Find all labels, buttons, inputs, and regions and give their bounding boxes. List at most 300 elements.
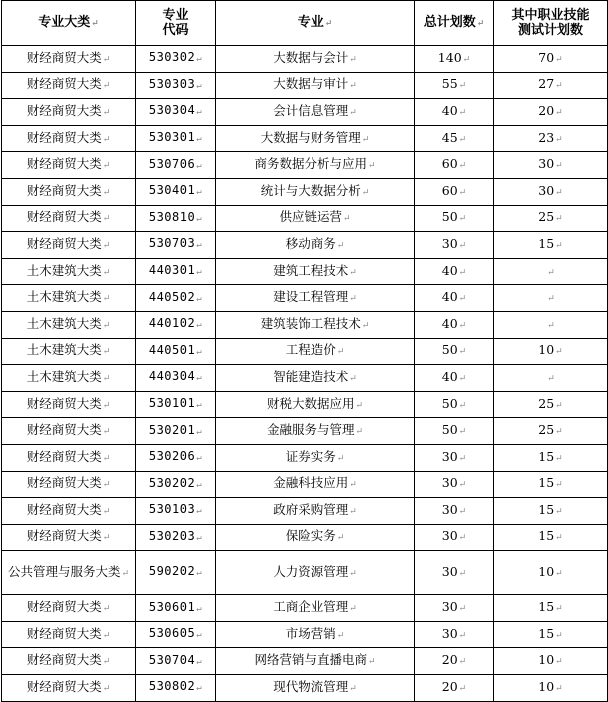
code-cell: [136, 99, 216, 126]
category-cell: [2, 99, 136, 126]
major-cell: [216, 524, 415, 551]
cell-text: 15: [538, 235, 555, 251]
skill-test-plan-cell: [494, 444, 608, 471]
paragraph-mark-icon: ↵: [196, 80, 203, 91]
cell-text: 统计与大数据分析: [260, 182, 361, 198]
cell-text: 土木建筑大类: [26, 315, 102, 331]
paragraph-mark-icon: ↵: [349, 683, 357, 694]
cell-text: 工商企业管理: [273, 599, 349, 615]
cell-text: 证券实务: [285, 448, 336, 464]
cell-text: 财经商贸大类: [26, 395, 102, 411]
cell-text: 商务数据分析与应用: [254, 156, 367, 172]
table-row: [2, 444, 608, 471]
cell-text: 440304: [148, 369, 196, 384]
cell-text: 公共管理与服务大类: [7, 563, 121, 579]
paragraph-mark-icon: ↵: [196, 426, 203, 437]
total-plan-cell: [415, 675, 494, 702]
paragraph-mark-icon: ↵: [102, 54, 111, 65]
paragraph-mark-icon: ↵: [555, 480, 563, 491]
cell-text: 30: [441, 599, 458, 615]
paragraph-mark-icon: ↵: [555, 657, 563, 668]
cell-text: 15: [538, 599, 555, 615]
code-cell: [136, 444, 216, 471]
code-cell: [136, 391, 216, 418]
total-plan-cell: [415, 285, 494, 312]
major-cell: [216, 595, 415, 622]
major-cell: [216, 338, 415, 365]
table-row: [2, 498, 608, 525]
header-total-plan: 总计划数↵: [415, 1, 494, 46]
paragraph-mark-icon: ↵: [102, 480, 111, 491]
paragraph-mark-icon: ↵: [361, 320, 370, 331]
paragraph-mark-icon: ↵: [349, 480, 357, 491]
header-code: 专业 代码: [136, 1, 216, 46]
table-row: [2, 99, 608, 126]
cell-text: 供应链运营: [279, 209, 342, 225]
cell-text: 财税大数据应用: [266, 395, 355, 411]
header-category: 专业大类↵: [2, 1, 136, 46]
cell-text: 30: [441, 563, 458, 579]
category-cell: [2, 311, 136, 338]
paragraph-mark-icon: ↵: [458, 630, 467, 641]
code-cell: [136, 152, 216, 179]
category-cell: [2, 391, 136, 418]
paragraph-mark-icon: ↵: [349, 506, 357, 517]
total-plan-cell: [415, 391, 494, 418]
skill-test-plan-cell: [494, 391, 608, 418]
major-cell: [216, 72, 415, 99]
paragraph-mark-icon: ↵: [102, 453, 111, 464]
cell-text: 25: [538, 422, 555, 438]
paragraph-mark-icon: ↵: [102, 400, 111, 411]
code-cell: [136, 178, 216, 205]
paragraph-mark-icon: ↵: [102, 373, 111, 384]
cell-text: 45: [441, 129, 458, 145]
major-cell: [216, 621, 415, 648]
paragraph-mark-icon: ↵: [196, 630, 203, 641]
table-row: [2, 648, 608, 675]
paragraph-mark-icon: ↵: [102, 683, 111, 694]
cell-text: 25: [538, 209, 555, 225]
paragraph-mark-icon: ↵: [196, 568, 203, 579]
category-cell: [2, 551, 136, 595]
skill-test-plan-cell: [494, 285, 608, 312]
paragraph-mark-icon: ↵: [196, 54, 203, 65]
cell-text: 50: [441, 209, 458, 225]
paragraph-mark-icon: ↵: [196, 134, 203, 145]
cell-text: 财经商贸大类: [26, 156, 102, 172]
paragraph-mark-icon: ↵: [361, 187, 370, 198]
paragraph-mark-icon: ↵: [196, 656, 203, 667]
category-cell: [2, 444, 136, 471]
paragraph-mark-icon: ↵: [196, 240, 203, 251]
category-cell: [2, 675, 136, 702]
cell-text: 15: [538, 625, 555, 641]
cell-text: 财经商贸大类: [26, 209, 102, 225]
code-cell: [136, 285, 216, 312]
cell-text: 保险实务: [285, 528, 336, 544]
cell-text: 530206: [148, 449, 196, 464]
category-cell: [2, 524, 136, 551]
cell-text: 财经商贸大类: [26, 76, 102, 92]
category-cell: [2, 471, 136, 498]
paragraph-mark-icon: ↵: [102, 107, 111, 118]
paragraph-mark-icon: ↵: [555, 214, 563, 225]
cell-text: 土木建筑大类: [26, 368, 102, 384]
paragraph-mark-icon: ↵: [355, 427, 364, 438]
cell-text: 10: [538, 652, 555, 668]
table-row: [2, 471, 608, 498]
paragraph-mark-icon: ↵: [555, 161, 563, 172]
cell-text: 530202: [148, 475, 196, 490]
paragraph-mark-icon: ↵: [555, 453, 563, 464]
category-cell: [2, 338, 136, 365]
skill-test-plan-cell: [494, 418, 608, 445]
paragraph-mark-icon: ↵: [555, 187, 563, 198]
paragraph-mark-icon: ↵: [458, 506, 467, 517]
cell-text: 40: [441, 368, 458, 384]
cell-text: 财经商贸大类: [26, 678, 102, 694]
paragraph-mark-icon: ↵: [102, 187, 111, 198]
code-cell: [136, 595, 216, 622]
total-plan-cell: [415, 418, 494, 445]
paragraph-mark-icon: ↵: [458, 267, 467, 278]
total-plan-cell: [415, 178, 494, 205]
paragraph-mark-icon: ↵: [555, 630, 563, 641]
total-plan-cell: [415, 205, 494, 232]
table-row: [2, 232, 608, 259]
category-cell: [2, 285, 136, 312]
code-cell: [136, 125, 216, 152]
code-cell: [136, 648, 216, 675]
major-cell: [216, 551, 415, 595]
table-row: [2, 258, 608, 285]
cell-text: 50: [441, 422, 458, 438]
cell-text: 财经商贸大类: [26, 625, 102, 641]
skill-test-plan-cell: [494, 72, 608, 99]
major-cell: [216, 311, 415, 338]
cell-text: 440301: [148, 263, 196, 278]
cell-text: 40: [441, 289, 458, 305]
paragraph-mark-icon: ↵: [555, 134, 563, 145]
paragraph-mark-icon: ↵: [196, 267, 203, 278]
cell-text: 大数据与审计: [273, 76, 349, 92]
skill-test-plan-cell: [494, 338, 608, 365]
paragraph-mark-icon: ↵: [547, 294, 555, 305]
cell-text: 55: [441, 76, 458, 92]
table-row: [2, 152, 608, 179]
cell-text: 土木建筑大类: [26, 342, 102, 358]
category-cell: [2, 178, 136, 205]
cell-text: 移动商务: [285, 235, 336, 251]
major-cell: [216, 444, 415, 471]
paragraph-mark-icon: ↵: [102, 604, 111, 615]
cell-text: 10: [538, 342, 555, 358]
paragraph-mark-icon: ↵: [458, 240, 467, 251]
cell-text: 20: [538, 102, 555, 118]
total-plan-cell: [415, 72, 494, 99]
cell-text: 会计信息管理: [273, 102, 349, 118]
paragraph-mark-icon: ↵: [102, 533, 111, 544]
paragraph-mark-icon: ↵: [458, 161, 467, 172]
cell-text: 建设工程管理: [273, 289, 349, 305]
cell-text: 15: [538, 475, 555, 491]
paragraph-mark-icon: ↵: [555, 400, 563, 411]
total-plan-cell: [415, 232, 494, 259]
code-cell: [136, 338, 216, 365]
cell-text: 15: [538, 448, 555, 464]
cell-text: 530802: [148, 679, 196, 694]
header-row: [2, 1, 608, 46]
paragraph-mark-icon: ↵: [102, 214, 111, 225]
paragraph-mark-icon: ↵: [458, 187, 467, 198]
cell-text: 财经商贸大类: [26, 475, 102, 491]
paragraph-mark-icon: ↵: [458, 294, 467, 305]
paragraph-mark-icon: ↵: [361, 134, 370, 145]
table-row: [2, 524, 608, 551]
total-plan-cell: [415, 595, 494, 622]
paragraph-mark-icon: ↵: [349, 81, 357, 92]
cell-text: 60: [441, 182, 458, 198]
cell-text: 金融科技应用: [273, 475, 349, 491]
cell-text: 27: [538, 76, 555, 92]
paragraph-mark-icon: ↵: [196, 293, 203, 304]
total-plan-cell: [415, 338, 494, 365]
category-cell: [2, 648, 136, 675]
cell-text: 50: [441, 342, 458, 358]
code-cell: [136, 311, 216, 338]
paragraph-mark-icon: ↵: [555, 240, 563, 251]
cell-text: 20: [441, 652, 458, 668]
paragraph-mark-icon: ↵: [196, 107, 203, 118]
skill-test-plan-cell: [494, 498, 608, 525]
paragraph-mark-icon: ↵: [336, 533, 345, 544]
header-skill-test-plan: 其中职业技能 测试计划数: [494, 1, 608, 46]
cell-text: 530605: [148, 626, 196, 641]
paragraph-mark-icon: ↵: [555, 107, 563, 118]
cell-text: 530703: [148, 236, 196, 251]
cell-text: 530704: [148, 652, 196, 667]
paragraph-mark-icon: ↵: [196, 400, 203, 411]
paragraph-mark-icon: ↵: [458, 373, 467, 384]
major-cell: [216, 152, 415, 179]
paragraph-mark-icon: ↵: [102, 267, 111, 278]
code-cell: [136, 471, 216, 498]
cell-text: 30: [441, 448, 458, 464]
paragraph-mark-icon: ↵: [458, 480, 467, 491]
paragraph-mark-icon: ↵: [196, 346, 203, 357]
paragraph-mark-icon: ↵: [555, 506, 563, 517]
cell-text: 530201: [148, 422, 196, 437]
skill-test-plan-cell: [494, 551, 608, 595]
category-cell: [2, 365, 136, 392]
paragraph-mark-icon: ↵: [102, 320, 111, 331]
code-cell: [136, 675, 216, 702]
cell-text: 智能建造技术: [273, 368, 349, 384]
major-cell: [216, 285, 415, 312]
paragraph-mark-icon: ↵: [367, 161, 376, 172]
cell-text: 财经商贸大类: [26, 528, 102, 544]
cell-text: 530101: [148, 396, 196, 411]
cell-text: 市场营销: [285, 625, 336, 641]
paragraph-mark-icon: ↵: [555, 81, 563, 92]
paragraph-mark-icon: ↵: [102, 630, 111, 641]
paragraph-mark-icon: ↵: [196, 373, 203, 384]
cell-text: 530304: [148, 103, 196, 118]
cell-text: 440502: [148, 289, 196, 304]
paragraph-mark-icon: ↵: [349, 568, 357, 579]
cell-text: 30: [441, 235, 458, 251]
paragraph-mark-icon: ↵: [196, 683, 203, 694]
cell-text: 建筑装饰工程技术: [260, 315, 361, 331]
table-row: [2, 72, 608, 99]
code-cell: [136, 46, 216, 73]
cell-text: 40: [441, 315, 458, 331]
paragraph-mark-icon: ↵: [555, 604, 563, 615]
table-row: [2, 621, 608, 648]
code-cell: [136, 524, 216, 551]
total-plan-cell: [415, 551, 494, 595]
paragraph-mark-icon: ↵: [102, 347, 111, 358]
table-row: [2, 285, 608, 312]
paragraph-mark-icon: ↵: [336, 347, 345, 358]
paragraph-mark-icon: ↵: [367, 657, 376, 668]
skill-test-plan-cell: [494, 675, 608, 702]
major-cell: [216, 205, 415, 232]
code-cell: [136, 205, 216, 232]
paragraph-mark-icon: ↵: [196, 160, 203, 171]
paragraph-mark-icon: ↵: [458, 81, 467, 92]
total-plan-cell: [415, 524, 494, 551]
major-cell: [216, 648, 415, 675]
paragraph-mark-icon: ↵: [458, 604, 467, 615]
paragraph-mark-icon: ↵: [555, 427, 563, 438]
cell-text: 40: [441, 262, 458, 278]
paragraph-mark-icon: ↵: [458, 427, 467, 438]
cell-text: 530203: [148, 528, 196, 543]
cell-text: 530303: [148, 76, 196, 91]
paragraph-mark-icon: ↵: [458, 214, 467, 225]
code-cell: [136, 498, 216, 525]
paragraph-mark-icon: ↵: [102, 657, 111, 668]
table-row: [2, 675, 608, 702]
major-cell: [216, 471, 415, 498]
cell-text: 590202: [148, 564, 196, 579]
cell-text: 530810: [148, 209, 196, 224]
cell-text: 60: [441, 156, 458, 172]
paragraph-mark-icon: ↵: [555, 683, 563, 694]
cell-text: 40: [441, 102, 458, 118]
paragraph-mark-icon: ↵: [102, 134, 111, 145]
skill-test-plan-cell: [494, 524, 608, 551]
major-cell: [216, 46, 415, 73]
total-plan-cell: [415, 365, 494, 392]
paragraph-mark-icon: ↵: [458, 320, 467, 331]
major-cell: [216, 178, 415, 205]
skill-test-plan-cell: [494, 311, 608, 338]
table-row: [2, 125, 608, 152]
total-plan-cell: [415, 125, 494, 152]
paragraph-mark-icon: ↵: [458, 400, 467, 411]
cell-text: 30: [441, 528, 458, 544]
cell-text: 网络营销与直播电商: [254, 652, 367, 668]
cell-text: 15: [538, 528, 555, 544]
cell-text: 财经商贸大类: [26, 235, 102, 251]
paragraph-mark-icon: ↵: [196, 532, 203, 543]
paragraph-mark-icon: ↵: [458, 107, 467, 118]
cell-text: 20: [441, 678, 458, 694]
skill-test-plan-cell: [494, 471, 608, 498]
code-cell: [136, 365, 216, 392]
cell-text: 440501: [148, 342, 196, 357]
paragraph-mark-icon: ↵: [102, 294, 111, 305]
total-plan-cell: [415, 258, 494, 285]
major-cell: [216, 125, 415, 152]
cell-text: 财经商贸大类: [26, 501, 102, 517]
cell-text: 530103: [148, 502, 196, 517]
skill-test-plan-cell: [494, 46, 608, 73]
paragraph-mark-icon: ↵: [462, 54, 471, 65]
major-cell: [216, 258, 415, 285]
cell-text: 财经商贸大类: [26, 102, 102, 118]
paragraph-mark-icon: ↵: [547, 373, 555, 384]
category-cell: [2, 152, 136, 179]
skill-test-plan-cell: [494, 648, 608, 675]
cell-text: 工程造价: [285, 342, 336, 358]
paragraph-mark-icon: ↵: [102, 506, 111, 517]
cell-text: 30: [441, 501, 458, 517]
paragraph-mark-icon: ↵: [349, 373, 357, 384]
paragraph-mark-icon: ↵: [458, 657, 467, 668]
cell-text: 30: [538, 156, 555, 172]
cell-text: 财经商贸大类: [26, 182, 102, 198]
table-row: [2, 418, 608, 445]
paragraph-mark-icon: ↵: [196, 187, 203, 198]
enrollment-plan-table: [1, 0, 608, 702]
cell-text: 23: [538, 129, 555, 145]
header-major: 专业↵: [216, 1, 415, 46]
table-body: [2, 46, 608, 702]
table-row: [2, 338, 608, 365]
cell-text: 50: [441, 395, 458, 411]
cell-text: 土木建筑大类: [26, 262, 102, 278]
category-cell: [2, 258, 136, 285]
total-plan-cell: [415, 648, 494, 675]
paragraph-mark-icon: ↵: [349, 54, 357, 65]
paragraph-mark-icon: ↵: [102, 427, 111, 438]
major-cell: [216, 675, 415, 702]
cell-text: 大数据与财务管理: [260, 129, 361, 145]
category-cell: [2, 498, 136, 525]
cell-text: 530401: [148, 183, 196, 198]
cell-text: 440102: [148, 316, 196, 331]
category-cell: [2, 621, 136, 648]
category-cell: [2, 205, 136, 232]
cell-text: 金融服务与管理: [266, 422, 355, 438]
cell-text: 10: [538, 563, 555, 579]
skill-test-plan-cell: [494, 178, 608, 205]
category-cell: [2, 46, 136, 73]
cell-text: 现代物流管理: [273, 678, 349, 694]
cell-text: 140: [437, 49, 462, 65]
total-plan-cell: [415, 99, 494, 126]
paragraph-mark-icon: ↵: [458, 347, 467, 358]
major-cell: [216, 498, 415, 525]
cell-text: 财经商贸大类: [26, 129, 102, 145]
total-plan-cell: [415, 444, 494, 471]
total-plan-cell: [415, 152, 494, 179]
skill-test-plan-cell: [494, 621, 608, 648]
